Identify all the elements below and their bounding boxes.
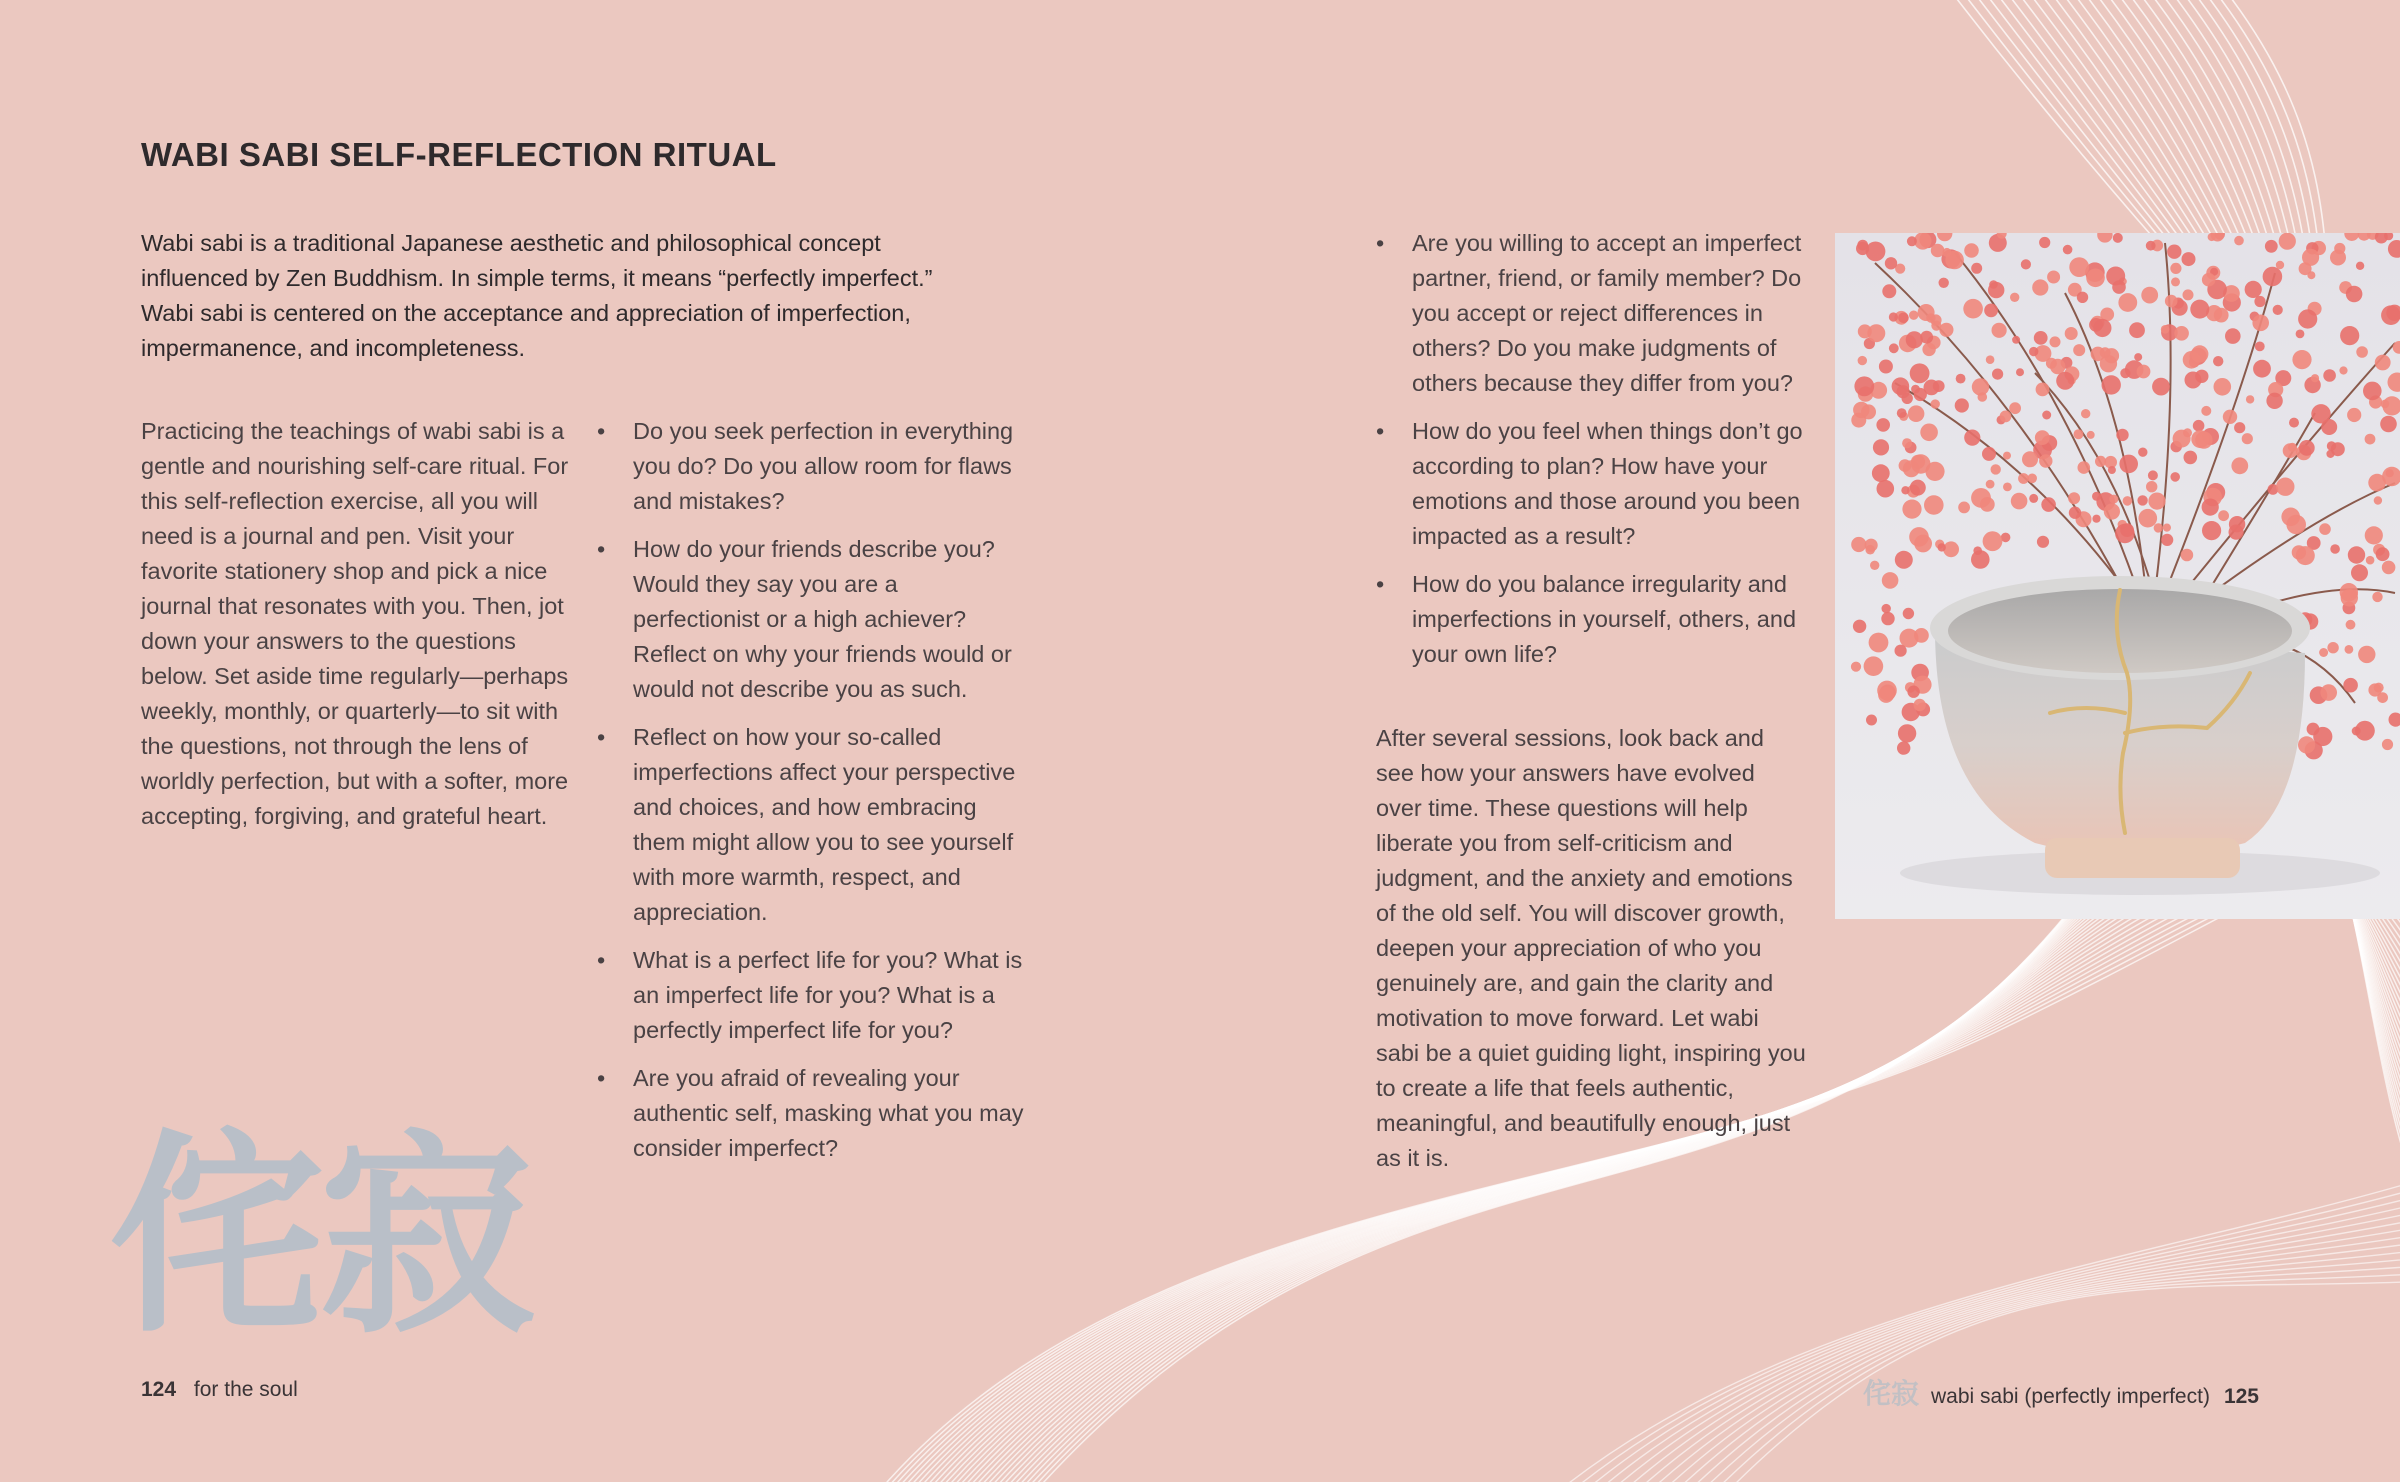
question-item: • What is a perfect life for you? What is an imperfect life for you? What is a perfectly imperfect life for you? (597, 943, 1027, 1048)
folio-left (141, 1378, 298, 1402)
closing-paragraph: After several sessions, look back and see how your answers have evolved over time. These questions will help liberate you from self-criticism and judgment, and the anxiety and emotions of the old self. You will discover growth, deepen your appreciation of who you genuinely are, and gain the clarity and motivation to move forward. Let wabi sabi be a quiet guiding light, inspiring you to create a life that feels authentic, meaningful, and beautifully enough, just as it is. (1376, 725, 1806, 1171)
question-list-right (1376, 226, 1806, 685)
question-item: • How do you balance irregularity and imperfections in yourself, others, and your own life? (1376, 567, 1806, 672)
page-title: WABI SABI SELF-REFLECTION RITUAL (141, 136, 777, 173)
wabi-sabi-kanji: 侘寂 (110, 1111, 528, 1362)
question-list-left (597, 414, 1027, 1179)
folio-kanji: 侘寂 (1863, 1377, 1920, 1410)
question-item: • Do you seek perfection in everything you do? Do you allow room for flaws and mistakes? (597, 414, 1027, 519)
section-name: for the soul (193, 1378, 298, 1401)
question-item: • Are you willing to accept an imperfect partner, friend, or family member? Do you accept or reject differences in others? Do you make judgments of others because they differ from you? (1376, 226, 1806, 401)
page-number-left: 124 (141, 1378, 177, 1401)
folio-right (1863, 1372, 2259, 1412)
folio-text: wabi sabi (perfectly imperfect) (1931, 1385, 2210, 1408)
question-item: • How do you feel when things don’t go according to plan? How have your emotions and those around you been impacted as a result? (1376, 414, 1806, 554)
question-item: • How do your friends describe you? Would they say you are a perfectionist or a high achiever? Reflect on why your friends would or would not describe you as such. (597, 532, 1027, 707)
page-number-right: 125 (2223, 1385, 2259, 1408)
question-item: • Reflect on how your so-called imperfections affect your perspective and choices, and how embracing them might allow you to see yourself with more warmth, respect, and appreciation. (597, 720, 1027, 930)
question-item: • Are you afraid of revealing your authentic self, masking what you may consider imperfect? (597, 1061, 1027, 1166)
intro-paragraph: Wabi sabi is a traditional Japanese aesthetic and philosophical concept influenced by Zen Buddhism. In simple terms, it means “perfectly imperfect.” Wabi sabi is centered on the acceptance and appreciation of imperfection, impermanence, and incompleteness. (141, 230, 933, 361)
body-paragraph: Practicing the teachings of wabi sabi is a gentle and nourishing self-care ritual. For this self-reflection exercise, all you will need is a journal and pen. Visit your favorite stationery shop and pick a nice journal that resonates with you. Then, jot down your answers to the questions below. Set aside time regularly—perhaps weekly, monthly, or quarterly—to sit with the questions, not through the lens of worldly perfection, but with a softer, more accepting, forgiving, and grateful heart. (141, 418, 569, 829)
kintsugi-bowl-photo (1835, 233, 2400, 919)
